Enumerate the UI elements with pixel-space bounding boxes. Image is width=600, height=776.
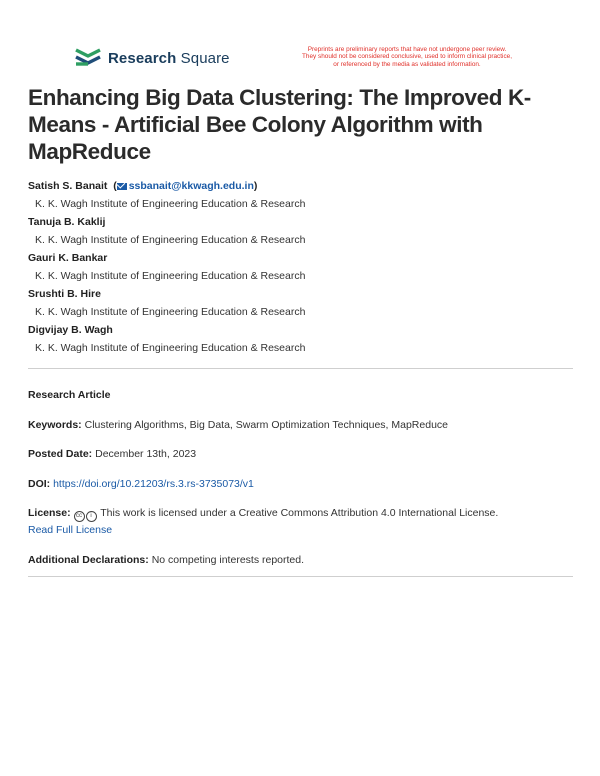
author-name: Tanuja B. Kaklij [28,216,106,228]
divider [28,368,573,369]
author-affiliation: K. K. Wagh Institute of Engineering Education & Research [35,270,306,282]
header [74,46,544,76]
research-square-logo-icon [74,48,102,68]
author-affiliation: K. K. Wagh Institute of Engineering Education & Research [35,342,306,354]
logo-word-research: Research [108,49,177,67]
author-name: Satish S. Banait ( ssbanait@kkwagh.edu.in) [28,180,258,192]
attribution-icon: i [86,511,97,522]
article-type-text: Research Article [28,389,111,401]
doi-label: DOI: [28,478,51,490]
preprint-notice [272,46,542,68]
doi-link[interactable]: https://doi.org/10.21203/rs.3.rs-3735073/v1 [53,478,254,490]
author-affiliation: K. K. Wagh Institute of Engineering Education & Research [35,198,306,210]
divider [28,576,573,577]
author-list [28,180,568,354]
logo-wordmark [108,50,230,67]
author-name: Gauri K. Bankar [28,252,108,264]
creative-commons-icon: cc [74,511,85,522]
posted-date [28,446,573,462]
keywords-label: Keywords: [28,419,82,431]
logo-word-square: Square [180,49,230,67]
envelope-icon [117,183,127,190]
author-email-link[interactable]: ssbanait@kkwagh.edu.in [128,180,254,192]
license-label: License: [28,507,71,519]
posted-date-value: December 13th, 2023 [95,448,197,460]
notice-line: or referenced by the media as validated information. [333,60,481,68]
notice-line: They should not be considered conclusive, used to inform clinical practice, [302,53,512,61]
article-type [28,387,573,403]
read-full-license-link[interactable]: Read Full License [28,524,113,536]
author-name: Srushti B. Hire [28,288,101,300]
author-affiliation: K. K. Wagh Institute of Engineering Education & Research [35,306,306,318]
keywords [28,417,573,433]
declarations-label: Additional Declarations: [28,554,149,566]
license [28,505,573,538]
declarations-value: No competing interests reported. [151,554,305,566]
keywords-value: Clustering Algorithms, Big Data, Swarm Optimization Techniques, MapReduce [84,419,448,431]
author-name-text: Satish S. Banait [28,180,108,192]
posted-date-label: Posted Date: [28,448,93,460]
author-affiliation: K. K. Wagh Institute of Engineering Education & Research [35,234,306,246]
doi [28,476,573,492]
page-title: Enhancing Big Data Clustering: The Improved K-Means - Artificial Bee Colony Algorithm with MapReduce [28,85,531,164]
additional-declarations [28,552,573,568]
license-text: This work is licensed under a Creative Commons Attribution 4.0 International License. [100,507,499,519]
author-name: Digvijay B. Wagh [28,324,113,336]
notice-line: Preprints are preliminary reports that have not undergone peer review. [307,46,507,53]
research-square-logo[interactable] [74,48,230,68]
